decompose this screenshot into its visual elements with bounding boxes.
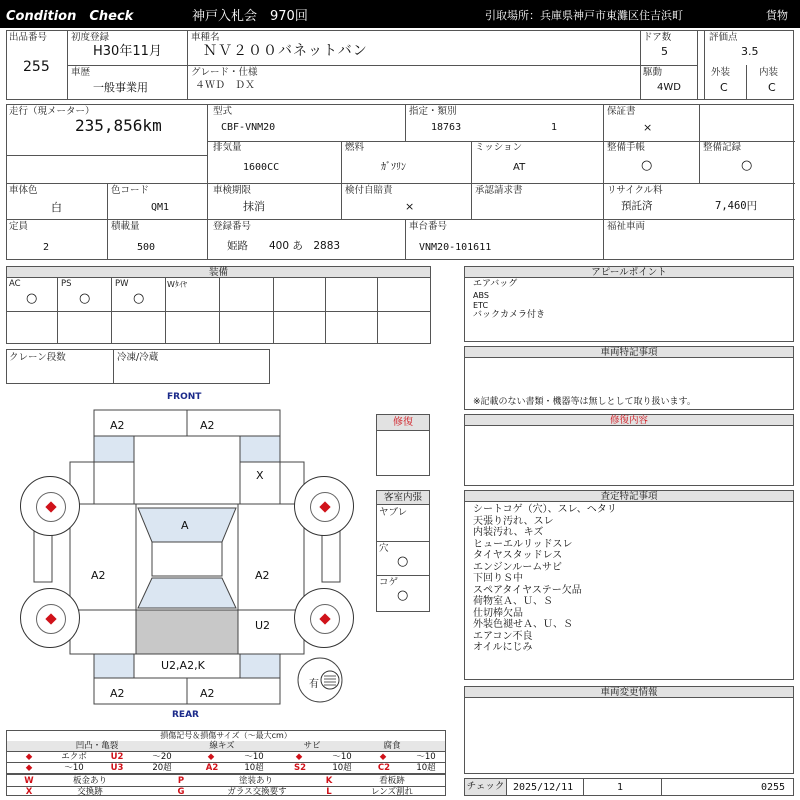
wheel-front-right (294, 476, 354, 536)
cabin-box (376, 490, 430, 612)
recycle-label: リサイクル料 (607, 185, 663, 196)
load-label: 積載量 (111, 221, 140, 232)
welfare-label: 福祉車両 (607, 221, 646, 232)
mileage-label: 走行（現メーター） (9, 106, 95, 117)
mark-front-right: A2 (200, 419, 215, 432)
freezer-label: 冷凍/冷蔵 (117, 352, 159, 363)
check-label: チェック (465, 779, 507, 795)
mark-rear-left: A2 (110, 687, 125, 700)
legend-cell: 〜10 (332, 752, 352, 762)
mark-left-side: A2 (91, 569, 106, 582)
cabin-title: 客室内張 (377, 491, 429, 505)
cabin-koge-value: ○ (397, 588, 409, 603)
legend-diamond-icon: ◆ (207, 752, 215, 762)
special-title: 車両特記事項 (465, 347, 793, 358)
mark-right-rear: U2 (255, 619, 271, 632)
appeal-line: エアバッグ (473, 279, 518, 289)
check-number: 1 (617, 782, 624, 793)
header-pickup: 引取場所：兵庫県神戸市東灘区住吉浜町 (485, 9, 683, 22)
displacement-value: 1600CC (243, 162, 280, 173)
model-name-value: ＮＶ２００バネットバン (203, 43, 368, 59)
inspection-note-line: タイヤスタッドレス (473, 550, 563, 561)
cabin-koge-label: コゲ (379, 577, 399, 588)
approval-label: 承認請求書 (475, 185, 523, 196)
appeal-line: バックカメラ付き (473, 310, 546, 320)
legend-cell: 板金あり (72, 776, 107, 786)
interior-label: 内装 (759, 67, 779, 78)
legend-header-rust: サビ (303, 741, 321, 751)
legend-code: X (25, 787, 33, 797)
fuel-label: 燃料 (345, 142, 365, 153)
lot-label: 出品番号 (9, 32, 48, 43)
mission-value: AT (513, 162, 526, 173)
crane-label: クレーン段数 (9, 352, 66, 363)
designation-label: 指定・類別 (409, 106, 457, 117)
first-reg-value: H30年11月 (93, 44, 162, 59)
legend-cell: 20超 (152, 763, 172, 773)
warranty-label: 保証書 (607, 106, 636, 117)
legend-cell: 看板跡 (379, 776, 405, 786)
legend-cell: ガラス交換要す (227, 787, 287, 797)
cabin-yabure-label: ヤブレ (379, 507, 408, 518)
drive-label: 駆動 (643, 67, 663, 78)
legend-diamond-icon: ◆ (25, 763, 33, 773)
equipment-title: 装備 (7, 267, 430, 278)
fuel-value: ｶﾞｿﾘﾝ (381, 162, 406, 173)
inspection-notes-title: 査定特記事項 (465, 491, 793, 502)
mileage-value: 235,856km (75, 116, 162, 135)
legend-cell: レンズ割れ (370, 787, 414, 797)
rear-label: REAR (172, 710, 199, 720)
color-code-label: 色コード (111, 185, 150, 196)
legend-code: W (24, 776, 34, 786)
legend-code: C2 (377, 763, 391, 773)
inspection-note-line: 外装色褪せＡ、Ｕ、Ｓ (473, 619, 573, 630)
lot-value: 255 (23, 59, 50, 75)
appeal-title: アピールポイント (465, 267, 793, 278)
warranty-value: × (643, 121, 653, 134)
equip-ps-label: PS (61, 279, 72, 289)
wheel-front-left (20, 476, 80, 536)
info-block-main (6, 104, 794, 260)
displacement-label: 排気量 (213, 142, 242, 153)
repair-detail-title: 修復内容 (465, 415, 793, 426)
inspection-note-line: 天張り汚れ、スレ (473, 515, 554, 527)
legend-cell: 交換跡 (77, 787, 103, 797)
legend-cell: 〜10 (244, 752, 264, 762)
legend-header-corrosion: 腐食 (383, 741, 401, 751)
drive-value: 4WD (657, 82, 681, 93)
mark-windshield: A (181, 519, 189, 532)
equip-ac-label: AC (9, 279, 21, 289)
legend-header-dent: 凹凸・亀裂 (75, 741, 119, 751)
equip-ac-value: ○ (26, 291, 38, 306)
header-category: 貨物 (766, 9, 788, 22)
recycle-status: 預託済 (621, 200, 653, 212)
inspection-notes-panel (464, 490, 794, 680)
mark-right-front-door: X (256, 469, 264, 482)
legend-code: G (177, 787, 185, 797)
spare-tire-label: 有 (309, 679, 319, 690)
doors-label: ドア数 (643, 32, 672, 43)
appeal-line: ETC (473, 301, 489, 310)
score-value: 3.5 (741, 45, 759, 58)
model-name-label: 車種名 (191, 32, 220, 43)
insurance-label: 検付自賠責 (345, 185, 393, 196)
legend-diamond-icon: ◆ (295, 752, 303, 762)
reg-no-label: 登録番号 (213, 221, 252, 232)
record-value: ○ (741, 158, 753, 173)
equip-pw-value: ○ (133, 291, 145, 306)
insurance-value: × (405, 200, 415, 213)
first-reg-label: 初度登録 (71, 32, 110, 43)
equip-ps-value: ○ (79, 291, 91, 306)
color-code-value: QM1 (151, 202, 170, 213)
legend-code: U2 (110, 752, 124, 762)
inspection-note-line: 下回りＳ中 (473, 573, 523, 584)
cabin-hole-value: ○ (397, 554, 409, 569)
recycle-fee: 7,460円 (715, 200, 758, 212)
mark-rear-center: U2,A2,K (161, 659, 205, 672)
repair-label: 修復 (377, 415, 429, 431)
history-label: 車歴 (71, 67, 91, 78)
inspection-note-line: オイルにじみ (473, 642, 533, 653)
vehicle-outline (0, 388, 376, 724)
legend-cell: 塗装あり (238, 776, 273, 786)
equip-pw-label: PW (115, 279, 129, 289)
equipment-panel (6, 266, 431, 344)
vehicle-diagram (0, 388, 376, 724)
front-label: FRONT (167, 392, 202, 402)
legend-cell: エクボ (61, 752, 87, 762)
capacity-value: 2 (43, 242, 50, 253)
manual-label: 整備手帳 (607, 142, 646, 153)
wheel-rear-right (294, 588, 354, 648)
grade-value: ４ＷＤ ＤＸ (195, 80, 255, 91)
type-label: 型式 (213, 106, 233, 117)
header-title: Condition Check (6, 9, 134, 24)
type-value: CBF-VNM20 (221, 122, 276, 133)
check-code: 0255 (761, 782, 786, 793)
check-date: 2025/12/11 (513, 782, 574, 793)
capacity-label: 定員 (9, 221, 29, 232)
legend-cell: 10超 (332, 763, 352, 773)
repair-box (376, 414, 430, 476)
legend-cell: 〜10 (416, 752, 436, 762)
legend-code: A2 (205, 763, 219, 773)
record-label: 整備記録 (703, 142, 742, 153)
legend-code: U3 (110, 763, 124, 773)
wheel-rear-left (20, 588, 80, 648)
legend-code: S2 (293, 763, 307, 773)
reg-no-value: 姫路 400 あ 2883 (227, 240, 341, 252)
chassis-value: VNM20-101611 (419, 242, 492, 253)
legend-code: L (326, 787, 332, 797)
special-panel (464, 346, 794, 410)
change-info-title: 車両変更情報 (465, 687, 793, 698)
exterior-label: 外装 (711, 67, 731, 78)
inspection-note-line: エンジンルームサビ (473, 561, 563, 573)
inspection-label: 車検期限 (213, 185, 252, 196)
history-value: 一般事業用 (93, 81, 148, 94)
change-info-panel (464, 686, 794, 774)
cabin-hole-label: 穴 (379, 543, 389, 554)
damage-legend (6, 730, 446, 796)
legend-code: K (325, 776, 333, 786)
repair-detail-panel (464, 414, 794, 486)
classification-value: 1 (551, 122, 558, 133)
designation-value: 18763 (431, 122, 462, 133)
body-color-label: 車体色 (9, 185, 38, 196)
inspection-note-line: 内装汚れ、キズ (473, 527, 544, 538)
mark-right-side: A2 (255, 569, 270, 582)
score-label: 評価点 (709, 32, 738, 43)
legend-cell: 〜20 (152, 752, 172, 762)
appeal-panel (464, 266, 794, 342)
load-value: 500 (137, 242, 156, 253)
header-auction: 神戸入札会 970回 (192, 9, 308, 24)
grade-label: グレード・仕様 (191, 67, 258, 78)
inspection-note-line: エアコン不良 (473, 630, 533, 642)
legend-diamond-icon: ◆ (25, 752, 33, 762)
mark-front-left: A2 (110, 419, 125, 432)
check-footer (464, 778, 794, 796)
legend-cell: 10超 (416, 763, 436, 773)
inspection-note-line: ヒューエルリッドスレ (473, 538, 573, 550)
crane-freezer-panel (6, 349, 270, 384)
inspection-note-line: 荷物室Ａ、Ｕ、Ｓ (473, 596, 553, 607)
manual-value: ○ (641, 158, 653, 173)
info-block-top (6, 30, 794, 100)
legend-cell: 10超 (244, 763, 264, 773)
equip-wtire-label: Wﾀｲﾔ (167, 280, 187, 289)
legend-cell: 〜10 (64, 763, 84, 773)
appeal-line: ABS (473, 291, 489, 300)
legend-title: 損傷記号＆損傷サイズ（〜最大cm） (160, 731, 292, 740)
legend-diamond-icon: ◆ (379, 752, 387, 762)
doors-value: 5 (661, 45, 668, 58)
inspection-note-line: 仕切棒欠品 (473, 607, 523, 619)
body-color-value: 白 (51, 201, 62, 214)
legend-code: P (177, 776, 185, 786)
header-bar (0, 0, 800, 28)
interior-value: C (768, 81, 776, 94)
mission-label: ミッション (475, 142, 523, 153)
inspection-value: 抹消 (243, 200, 265, 213)
mark-rear-right: A2 (200, 687, 215, 700)
exterior-value: C (720, 81, 728, 94)
chassis-label: 車台番号 (409, 221, 448, 232)
special-note: ※記載のない書類・機器等は無しとして取り扱います。 (473, 397, 696, 407)
inspection-note-line: スペアタイヤステー欠品 (473, 584, 582, 596)
inspection-note-line: シートコゲ（穴）、スレ、ヘタリ (473, 504, 617, 515)
legend-header-scratch: 線キズ (209, 741, 235, 751)
